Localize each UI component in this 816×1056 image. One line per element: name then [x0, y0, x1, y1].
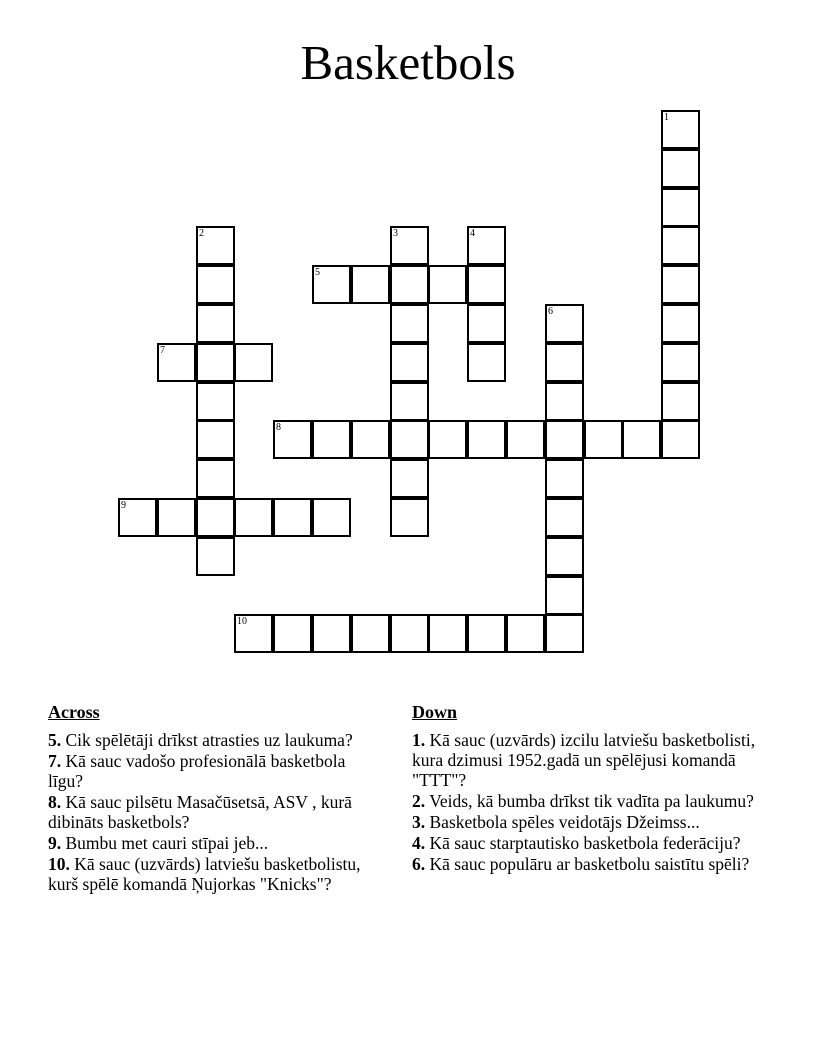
cell-number: 2 — [199, 228, 204, 239]
grid-cell[interactable] — [390, 265, 429, 304]
grid-cell[interactable] — [428, 614, 467, 653]
grid-cell[interactable] — [506, 420, 545, 459]
grid-cell[interactable] — [196, 420, 235, 459]
down-clues — [412, 702, 762, 875]
down-clue — [412, 812, 762, 832]
cell-number: 9 — [121, 500, 126, 511]
down-clue — [412, 833, 762, 853]
grid-cell[interactable] — [234, 498, 273, 537]
grid-cell[interactable] — [467, 304, 506, 343]
cell-number: 10 — [237, 616, 247, 627]
down-heading: Down — [412, 702, 458, 722]
grid-cell[interactable] — [545, 614, 584, 653]
grid-cell[interactable] — [273, 498, 312, 537]
clue-text: Kā sauc pilsētu Masačūsetsā, ASV , kurā dibināts basketbols? — [48, 792, 352, 832]
grid-cell[interactable] — [661, 188, 700, 227]
clue-text: Kā sauc (uzvārds) izcilu latviešu basketbolisti, kura dzimusi 1952.gadā un spēlējusi komandā "TTT"? — [412, 730, 756, 790]
cell-number: 6 — [548, 306, 553, 317]
clue-number: 1. — [412, 730, 426, 750]
grid-cell[interactable] — [390, 304, 429, 343]
grid-cell[interactable] — [545, 304, 584, 343]
clue-number: 7. — [48, 751, 62, 771]
clue-number: 9. — [48, 833, 62, 853]
grid-cell[interactable] — [390, 498, 429, 537]
clue-number: 10. — [48, 854, 70, 874]
clue-text: Kā sauc (uzvārds) latviešu basketbolistu, kurš spēlē komandā Ņujorkas "Knicks"? — [48, 854, 361, 894]
grid-cell[interactable] — [273, 420, 312, 459]
grid-cell[interactable] — [234, 614, 273, 653]
clue-text: Cik spēlētāji drīkst atrasties uz laukuma? — [65, 730, 353, 750]
grid-cell[interactable] — [545, 343, 584, 382]
grid-cell[interactable] — [390, 343, 429, 382]
cell-number: 1 — [664, 112, 669, 123]
grid-cell[interactable] — [196, 537, 235, 576]
clue-text: Kā sauc populāru ar basketbolu saistītu spēli? — [429, 854, 750, 874]
grid-cell[interactable] — [312, 265, 351, 304]
grid-cell[interactable] — [661, 226, 700, 265]
clue-number: 4. — [412, 833, 426, 853]
cell-number: 3 — [393, 228, 398, 239]
across-clue — [48, 751, 378, 791]
grid-cell[interactable] — [390, 459, 429, 498]
grid-cell[interactable] — [390, 420, 429, 459]
clue-text: Bumbu met cauri stīpai jeb... — [65, 833, 269, 853]
across-heading: Across — [48, 702, 100, 722]
grid-cell[interactable] — [661, 420, 700, 459]
grid-cell[interactable] — [545, 498, 584, 537]
grid-cell[interactable] — [196, 382, 235, 421]
grid-cell[interactable] — [467, 420, 506, 459]
grid-cell[interactable] — [157, 498, 196, 537]
down-clue — [412, 791, 762, 811]
grid-cell[interactable] — [196, 226, 235, 265]
grid-cell[interactable] — [545, 576, 584, 615]
grid-cell[interactable] — [661, 304, 700, 343]
grid-cell[interactable] — [196, 304, 235, 343]
cell-number: 7 — [160, 345, 165, 356]
clue-number: 8. — [48, 792, 62, 812]
grid-cell[interactable] — [506, 614, 545, 653]
cell-number: 5 — [315, 267, 320, 278]
grid-cell[interactable] — [545, 420, 584, 459]
grid-cell[interactable] — [351, 614, 390, 653]
down-clue — [412, 730, 762, 790]
grid-cell[interactable] — [196, 498, 235, 537]
across-clue — [48, 730, 378, 750]
clue-text: Kā sauc starptautisko basketbola federāciju? — [429, 833, 741, 853]
grid-cell[interactable] — [196, 265, 235, 304]
grid-cell[interactable] — [351, 420, 390, 459]
grid-cell[interactable] — [234, 343, 273, 382]
grid-cell[interactable] — [157, 343, 196, 382]
grid-cell[interactable] — [390, 382, 429, 421]
cell-number: 8 — [276, 422, 281, 433]
across-clue — [48, 854, 378, 894]
clue-text: Kā sauc vadošo profesionālā basketbola līgu? — [48, 751, 346, 791]
grid-cell[interactable] — [351, 265, 390, 304]
clue-number: 2. — [412, 791, 426, 811]
clue-number: 3. — [412, 812, 426, 832]
grid-cell[interactable] — [545, 537, 584, 576]
grid-cell[interactable] — [467, 343, 506, 382]
grid-cell[interactable] — [312, 498, 351, 537]
grid-cell[interactable] — [196, 343, 235, 382]
grid-cell[interactable] — [196, 459, 235, 498]
grid-cell[interactable] — [661, 110, 700, 149]
clue-number: 5. — [48, 730, 62, 750]
grid-cell[interactable] — [584, 420, 623, 459]
across-clues — [48, 702, 378, 895]
grid-cell[interactable] — [622, 420, 661, 459]
grid-cell[interactable] — [661, 149, 700, 188]
grid-cell[interactable] — [312, 420, 351, 459]
grid-cell[interactable] — [661, 343, 700, 382]
grid-cell[interactable] — [428, 420, 467, 459]
grid-cell[interactable] — [545, 459, 584, 498]
grid-cell[interactable] — [467, 226, 506, 265]
grid-cell[interactable] — [467, 614, 506, 653]
grid-cell[interactable] — [118, 498, 157, 537]
page-title: Basketbols — [300, 35, 516, 90]
grid-cell[interactable] — [428, 265, 467, 304]
grid-cell[interactable] — [273, 614, 312, 653]
clue-number: 6. — [412, 854, 426, 874]
clue-text: Basketbola spēles veidotājs Džeimss... — [429, 812, 700, 832]
grid-cell[interactable] — [661, 265, 700, 304]
clue-text: Veids, kā bumba drīkst tik vadīta pa laukumu? — [429, 791, 754, 811]
grid-cell[interactable] — [390, 614, 429, 653]
cell-number: 4 — [470, 228, 475, 239]
grid-cell[interactable] — [545, 382, 584, 421]
across-clue — [48, 833, 378, 853]
grid-cell[interactable] — [661, 382, 700, 421]
grid-cell[interactable] — [390, 226, 429, 265]
across-clue — [48, 792, 378, 832]
grid-cell[interactable] — [312, 614, 351, 653]
down-clue — [412, 854, 762, 874]
grid-cell[interactable] — [467, 265, 506, 304]
